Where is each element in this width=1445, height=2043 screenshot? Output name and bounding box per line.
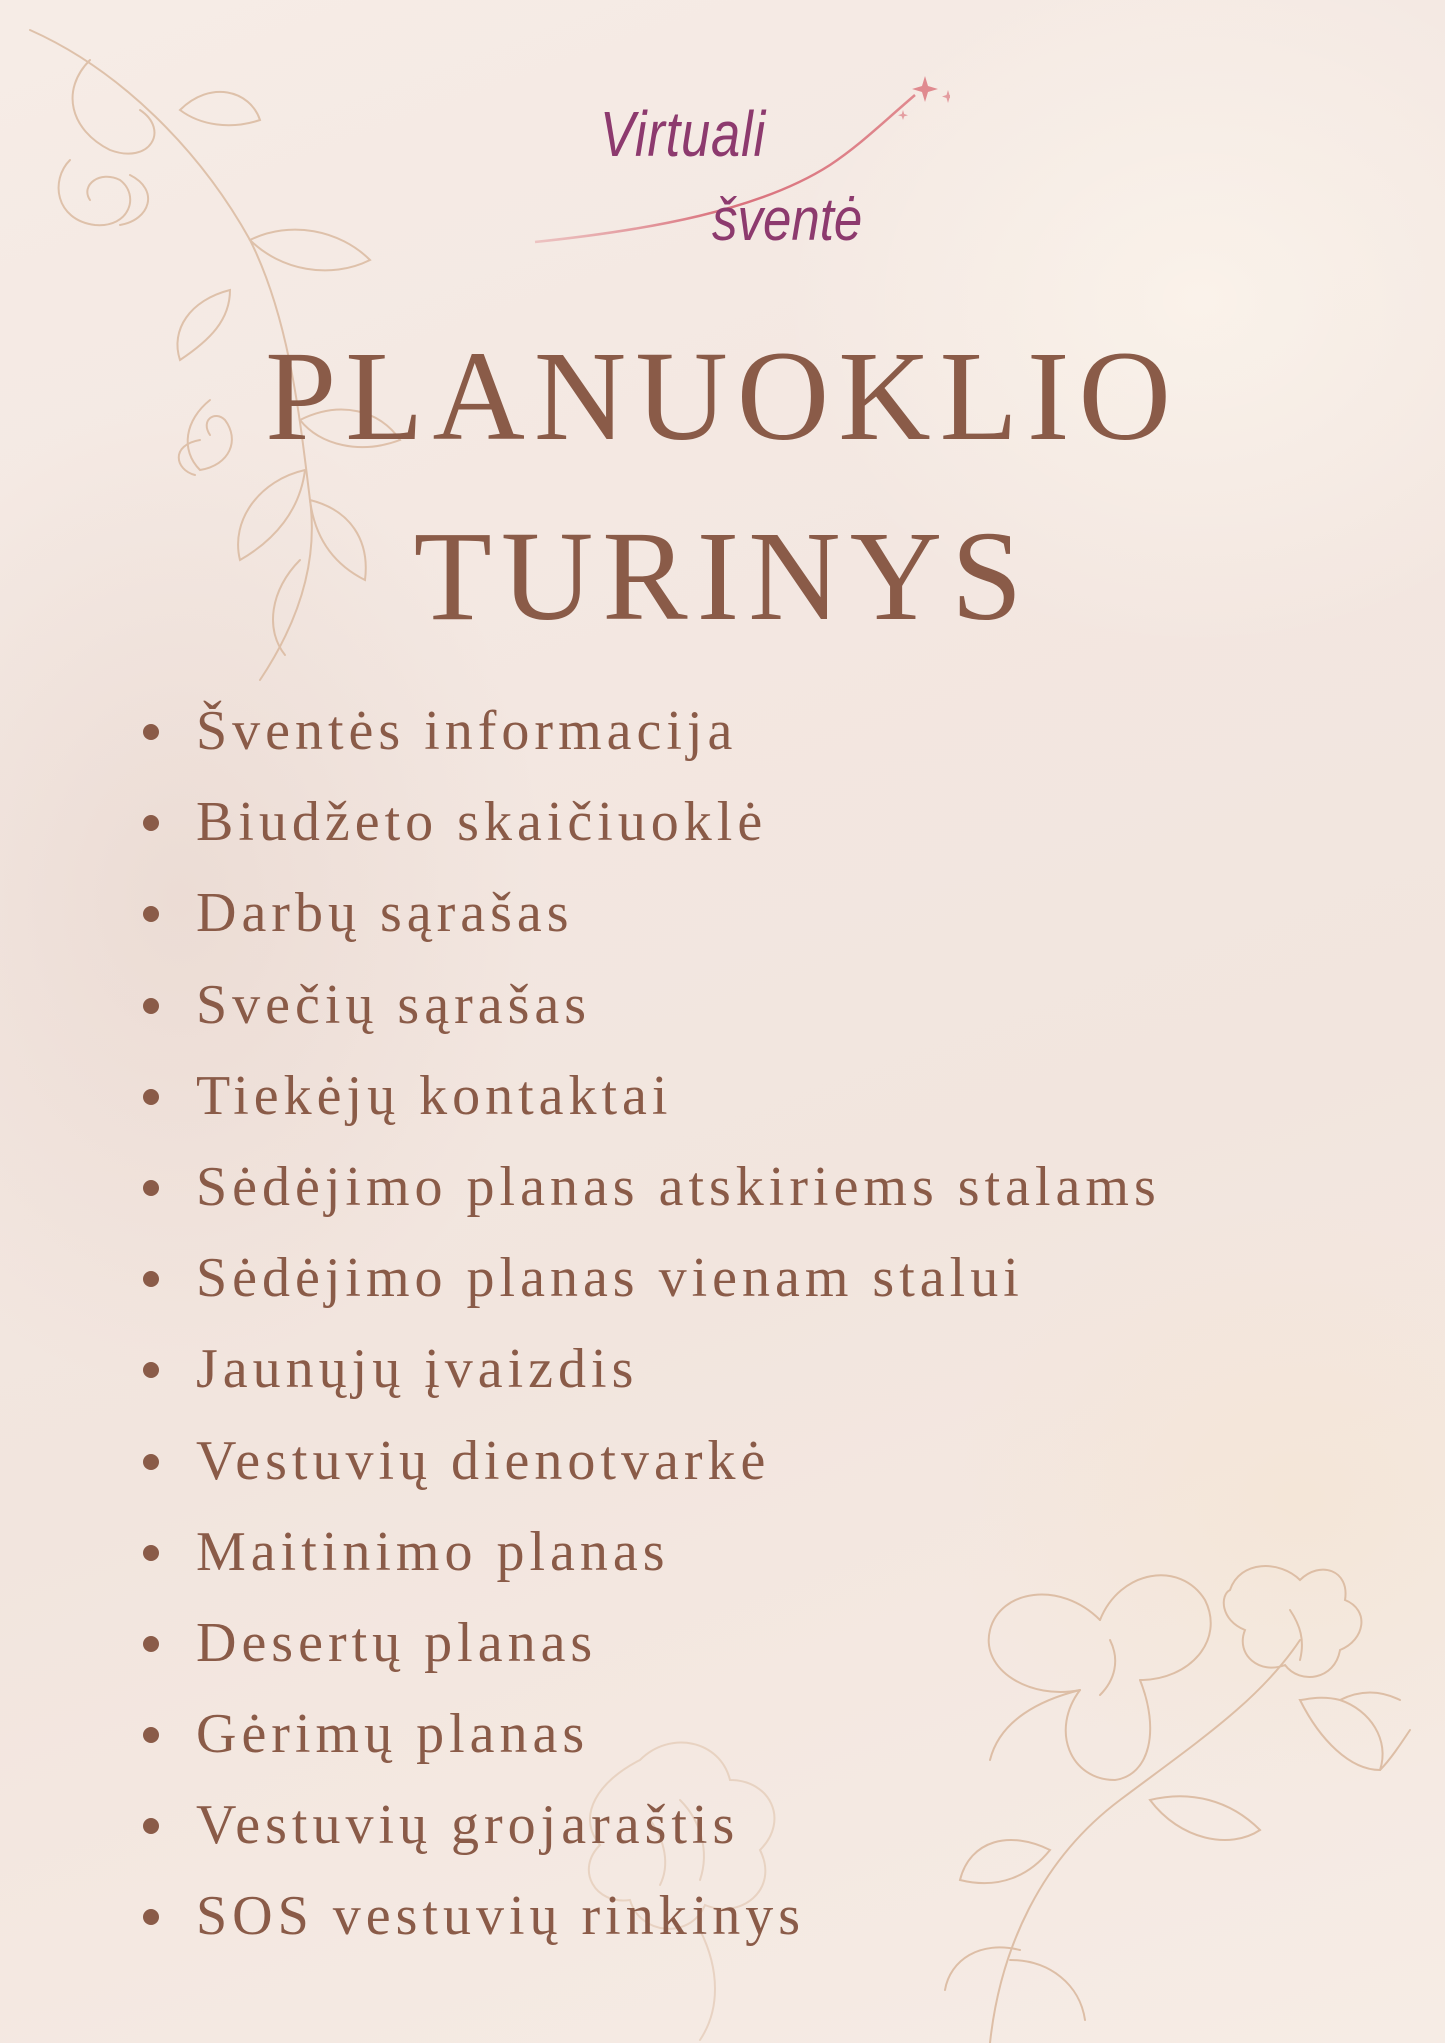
list-item-label: Tiekėjų kontaktai (196, 1064, 673, 1127)
list-item-label: Šventės informacija (196, 700, 738, 762)
list-item (140, 1697, 1161, 1788)
bullet-icon (143, 1545, 159, 1561)
bullet-icon (143, 1909, 159, 1925)
list-item (140, 694, 1161, 785)
list-item (140, 1059, 1161, 1150)
logo-text-svente: šventė (712, 186, 863, 253)
bullet-icon (143, 1089, 159, 1105)
list-item-label: Sėdėjimo planas vienam stalui (196, 1247, 1024, 1310)
list-item (140, 968, 1161, 1059)
list-item-label: SOS vestuvių rinkinys (196, 1885, 806, 1948)
bullet-icon (143, 1180, 159, 1196)
bullet-icon (143, 1818, 159, 1834)
bullet-icon (143, 998, 159, 1014)
list-item-label: Darbų sąrašas (196, 882, 574, 945)
list-item-label: Maitinimo planas (196, 1520, 670, 1583)
list-item-label: Desertų planas (196, 1611, 598, 1674)
list-item (140, 1788, 1161, 1879)
list-item-label: Gėrimų planas (196, 1703, 590, 1766)
bullet-icon (143, 1362, 159, 1378)
brand-logo (530, 60, 950, 260)
contents-list (140, 694, 1161, 1971)
bullet-icon (143, 906, 159, 922)
bullet-icon (143, 815, 159, 831)
list-item (140, 1606, 1161, 1697)
bullet-icon (143, 1454, 159, 1470)
bullet-icon (143, 1636, 159, 1652)
list-item (140, 1241, 1161, 1332)
bullet-icon (143, 1727, 159, 1743)
list-item (140, 1150, 1161, 1241)
list-item (140, 1515, 1161, 1606)
bullet-icon (143, 724, 159, 740)
list-item-label: Sėdėjimo planas atskiriems stalams (196, 1155, 1161, 1218)
page-title-line1: PLANUOKLIO (265, 325, 1180, 467)
list-item-label: Svečių sąrašas (196, 973, 592, 1036)
bullet-icon (143, 1271, 159, 1287)
logo-text-virtuali: Virtuali (600, 98, 767, 170)
page-title-line2: TURINYS (413, 505, 1032, 647)
list-item (140, 1879, 1161, 1970)
list-item (140, 1332, 1161, 1423)
list-item-label: Jaunųjų įvaizdis (196, 1338, 639, 1401)
list-item (140, 1424, 1161, 1515)
list-item-label: Vestuvių grojaraštis (196, 1794, 740, 1857)
list-item-label: Vestuvių dienotvarkė (196, 1429, 771, 1492)
list-item (140, 785, 1161, 876)
list-item-label: Biudžeto skaičiuoklė (196, 791, 768, 854)
list-item (140, 876, 1161, 967)
